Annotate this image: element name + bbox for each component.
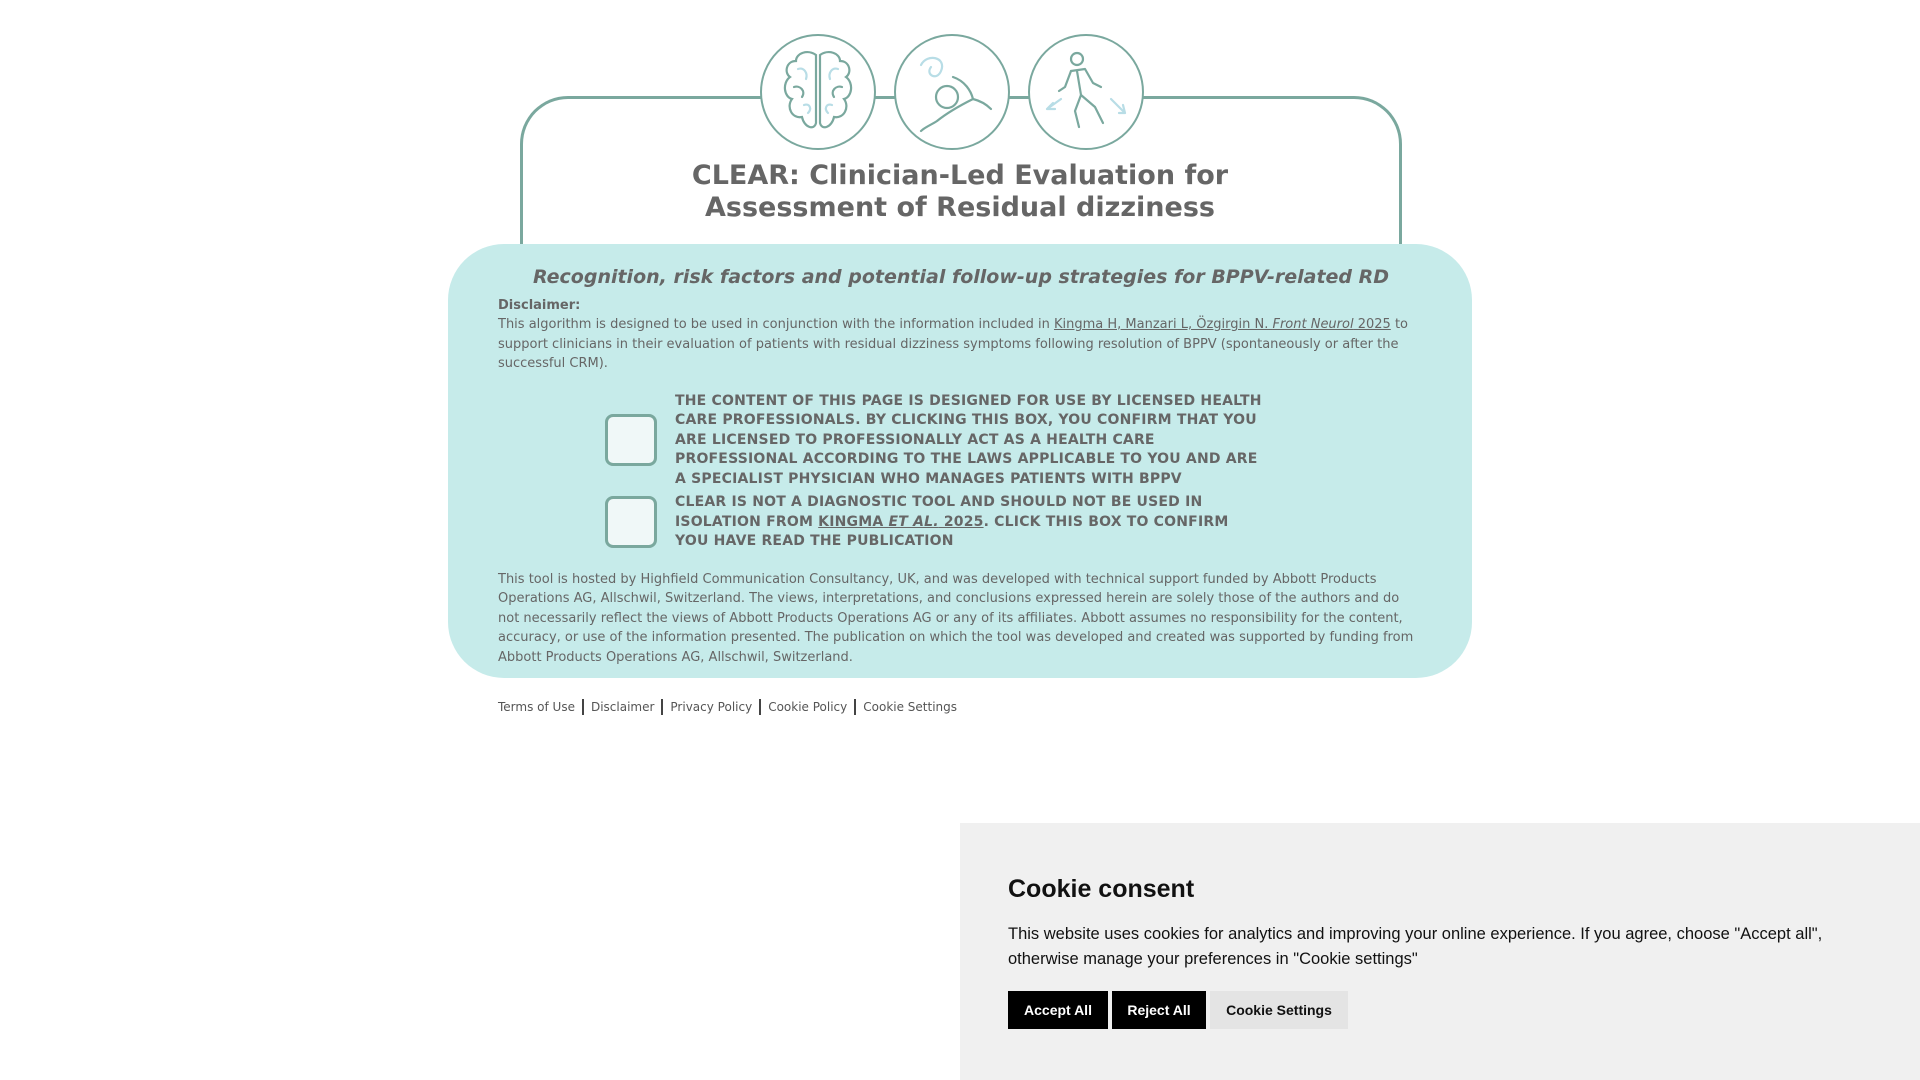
publication-confirm-row (605, 493, 1265, 552)
check2-ref-year: 2025 (938, 513, 984, 530)
terms-of-use-link[interactable]: Terms of Use (498, 700, 575, 714)
header-icons (760, 34, 1144, 152)
hcp-confirm-checkbox[interactable] (605, 414, 657, 466)
privacy-policy-link[interactable]: Privacy Policy (670, 700, 753, 714)
publication-confirm-label (675, 493, 1265, 552)
disclaimer-before: This algorithm is designed to be used in conjunction with the information included in (498, 317, 1054, 332)
cookie-policy-link[interactable]: Cookie Policy (768, 700, 848, 714)
cookie-title: Cookie consent (1008, 875, 1195, 903)
disclaimer-text (498, 315, 1424, 374)
panel-subtitle: Recognition, risk factors and potential follow-up strategies for BPPV-related RD (532, 266, 1390, 288)
cookie-settings-button[interactable]: Cookie Settings (1210, 991, 1348, 1029)
ref-journal: Front Neurol (1272, 317, 1354, 332)
hosted-by-text: This tool is hosted by Highfield Communication Consultancy, UK, and was developed with technical support funded by Abbott Products Operations AG, Allschwil, Switzerland. The views, interpretations, and conclusions expressed herein are solely those of the authors and do not necessarily reflect the views of Abbott Products Operations AG or any of its affiliates. Abbott assumes no responsibility for the content, accuracy, or use of the information presented. The publication on which the tool was developed and created was supported by funding from Abbott Products Operations AG, Allschwil, Switzerland. (498, 571, 1414, 665)
separator (661, 699, 663, 715)
title-line-2: Assessment of Residual dizziness (705, 192, 1215, 223)
ref-authors: Kingma H, Manzari L, Özgirgin N. (1053, 317, 1273, 332)
separator (854, 699, 856, 715)
check2-after: . CLICK THIS BOX TO CONFIRM YOU HAVE READ THE PUBLICATION (675, 513, 1229, 549)
check2-ref-etal: ET AL. (888, 513, 939, 530)
check2-before: CLEAR IS NOT A DIAGNOSTIC TOOL AND SHOULD NOT BE USED IN ISOLATION FROM (675, 494, 1203, 530)
walking-person-icon (1028, 34, 1144, 150)
disclaimer-link[interactable]: Disclaimer (590, 700, 655, 714)
disclaimer-after: to support clinicians in their evaluation of patients with residual dizziness symptoms following resolution of BPPV (spontaneously or after the successful CRM). (498, 317, 1408, 371)
ref-year: 2025 (1353, 317, 1391, 332)
reject-all-button[interactable]: Reject All (1112, 991, 1206, 1029)
page-title (560, 160, 1360, 224)
dizzy-head-icon (894, 34, 1010, 150)
publication-reference-link[interactable] (1054, 317, 1391, 332)
cookie-settings-link[interactable]: Cookie Settings (863, 700, 958, 714)
disclaimer-heading: Disclaimer: (498, 298, 581, 313)
footer-links (498, 699, 957, 715)
check2-ref-name: KINGMA (818, 513, 889, 530)
title-line-1: CLEAR: Clinician-Led Evaluation for (691, 160, 1229, 191)
cookie-consent-banner (960, 823, 1920, 1080)
kingma-reference-link[interactable] (818, 514, 983, 530)
accept-all-button[interactable]: Accept All (1008, 991, 1108, 1029)
cookie-text: This website uses cookies for analytics and improving your online experience. If you agree, choose "Accept all", otherwise manage your preferences in "Cookie settings" (1008, 925, 1823, 968)
separator (759, 699, 761, 715)
hcp-confirm-row (605, 392, 1265, 490)
hcp-confirm-label: THE CONTENT OF THIS PAGE IS DESIGNED FOR USE BY LICENSED HEALTH CARE PROFESSIONALS. BY CLICKING THIS BOX, YOU CONFIRM THAT YOU ARE LICENSED TO PROFESSIONALLY ACT AS A HEALTH CARE PROFESSIONAL ACCORDING TO THE LAWS APPLICABLE TO YOU AND ARE A SPECIALIST PHYSICIAN WHO MANAGES PATIENTS WITH BPPV (675, 392, 1262, 487)
separator (582, 699, 584, 715)
main-panel (448, 244, 1472, 678)
brain-icon (760, 34, 876, 150)
publication-confirm-checkbox[interactable] (605, 496, 657, 548)
